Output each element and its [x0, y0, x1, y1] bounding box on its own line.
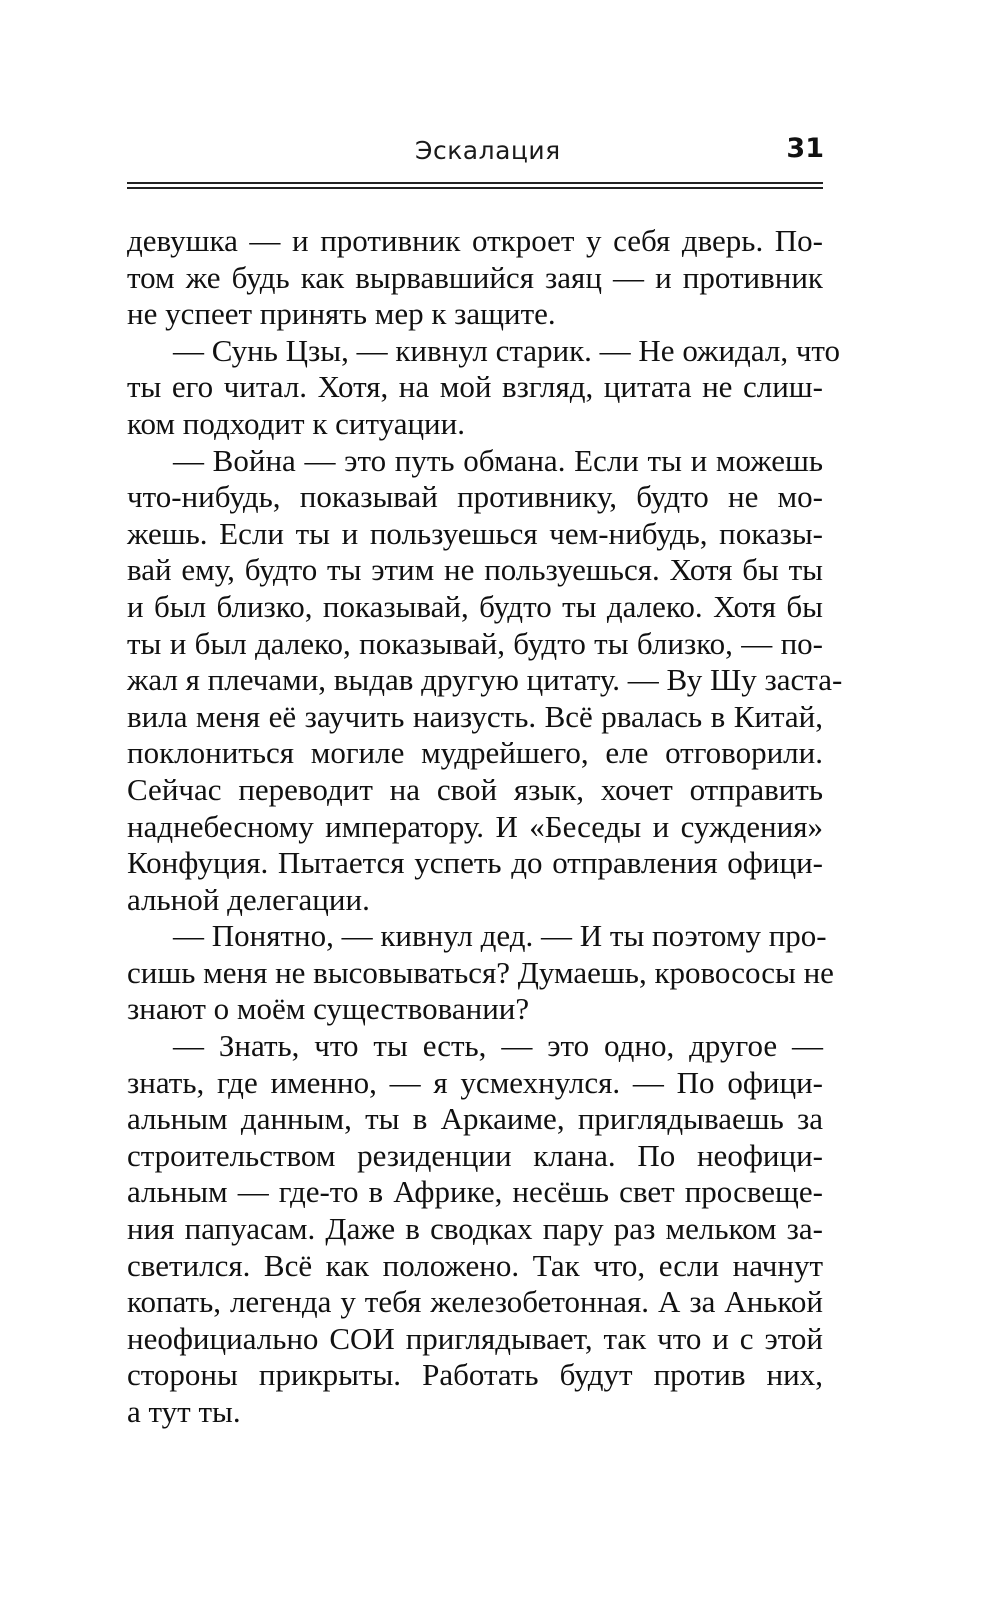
text-line: копать, легенда у тебя железобетонная. А за Анькой [127, 1284, 823, 1320]
text-line: строительством резиденции клана. По неофици- [127, 1137, 823, 1173]
text-line: альным данным, ты в Аркаиме, приглядываешь за [127, 1101, 823, 1137]
text-line: альной делегации. [127, 881, 370, 917]
text-line: девушка — и противник откроет у себя дверь. По- [127, 223, 823, 258]
text-line: поклониться могиле мудрейшего, еле отговорили. [127, 735, 823, 771]
text-line: ния папуасам. Даже в сводках пару раз мельком за- [127, 1211, 823, 1247]
running-title: Эскалация [415, 136, 561, 165]
text-line: ком подходит к ситуации. [127, 405, 465, 441]
text-line: вила меня её заучить наизусть. Всё рвалась в Китай, [127, 698, 823, 734]
text-line: ты его читал. Хотя, на мой взгляд, цитата не слиш- [127, 369, 823, 405]
text-line: — Знать, что ты есть, — это одно, другое — [173, 1028, 823, 1064]
text-line: ты и был далеко, показывай, будто ты близко, — по- [127, 625, 823, 661]
text-line: вай ему, будто ты этим не пользуешься. Хотя бы ты [127, 552, 823, 588]
text-line: — Война — это путь обмана. Если ты и можешь [173, 442, 823, 478]
text-line: Сейчас переводит на свой язык, хочет отправить [127, 771, 823, 807]
text-line: стороны прикрыты. Работать будут против них, [127, 1357, 823, 1393]
header-rule-top [127, 182, 823, 184]
text-line: знают о моём существовании? [127, 991, 530, 1027]
text-line: знать, где именно, — я усмехнулся. — По офици- [127, 1064, 823, 1100]
text-line: и был близко, показывай, будто ты далеко. Хотя бы [127, 588, 823, 624]
body-text [127, 223, 843, 1431]
text-line: неофициально СОИ приглядывает, так что и с этой [127, 1320, 823, 1356]
page-number: 31 [786, 133, 824, 164]
text-line: — Сунь Цзы, — кивнул старик. — Не ожидал, что [173, 332, 841, 368]
text-line: том же будь как вырвавшийся заяц — и противник [127, 259, 823, 295]
text-line: жешь. Если ты и пользуешься чем-нибудь, показы- [127, 515, 823, 551]
text-line: — Понятно, — кивнул дед. — И ты поэтому про- [173, 918, 827, 954]
text-line: наднебесному императору. И «Беседы и суждения» [127, 808, 823, 844]
text-line: жал я плечами, выдав другую цитату. — Ву Шу заста- [127, 662, 843, 698]
text-line: сишь меня не высовываться? Думаешь, кровососы не [127, 954, 834, 990]
header-rule-bottom [127, 187, 823, 189]
text-line: не успеет принять мер к защите. [127, 296, 556, 332]
text-line: альным — где-то в Африке, несёшь свет просвеще- [127, 1174, 823, 1210]
text-line: что-нибудь, показывай противнику, будто не мо- [127, 479, 823, 515]
text-line: Конфуция. Пытается успеть до отправления офици- [127, 845, 823, 881]
text-line: а тут ты. [127, 1394, 241, 1429]
text-line: светился. Всё как положено. Так что, если начнут [127, 1247, 823, 1283]
